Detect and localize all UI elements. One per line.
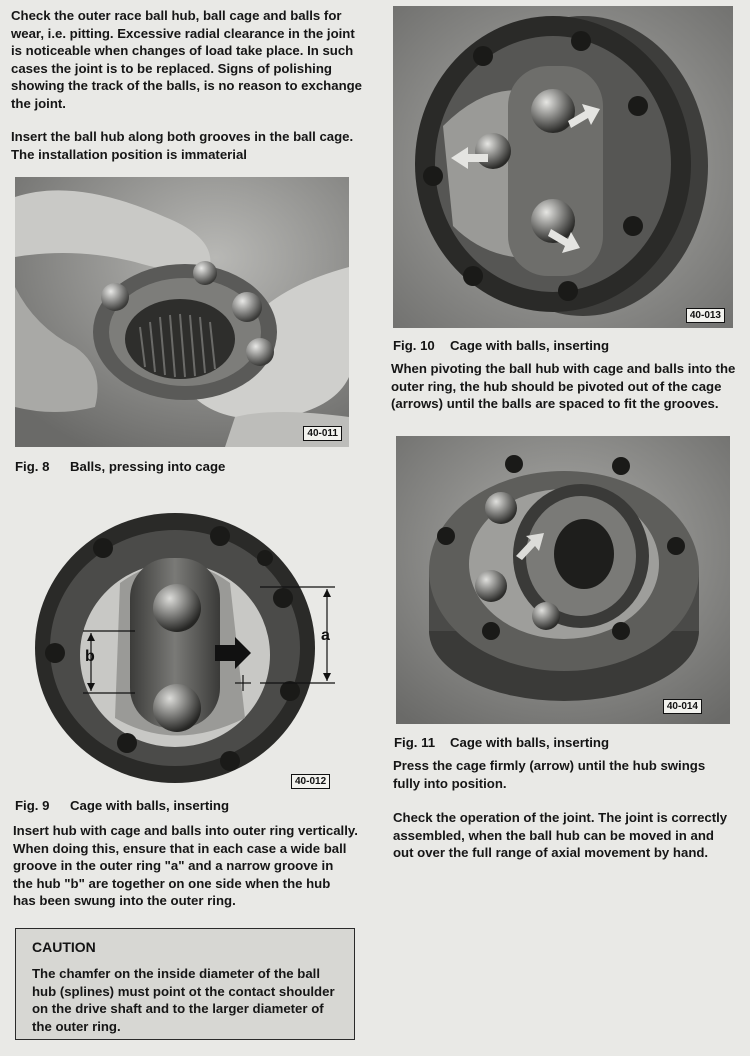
text-line: has been swung into the outer ring. bbox=[13, 893, 236, 909]
text-line: showing the track of the balls, is no reason to exchange bbox=[11, 78, 363, 94]
text-line: is noticeable when changes of load take place. In such bbox=[11, 43, 354, 59]
figure-title: Cage with balls, inserting bbox=[70, 798, 230, 813]
figure-number: Fig. 10 bbox=[393, 338, 435, 353]
figure-title: Balls, pressing into cage bbox=[70, 459, 226, 474]
fig9-caption bbox=[15, 798, 229, 813]
text-line: Insert the ball hub along both grooves in the ball cage. bbox=[11, 129, 354, 144]
figure-number: Fig. 9 bbox=[15, 798, 50, 813]
figure-number: Fig. 11 bbox=[394, 735, 436, 750]
figure-title: Cage with balls, inserting bbox=[450, 735, 610, 750]
text-line: wear, i.e. pitting. Excessive radial clearance in the joint bbox=[11, 25, 355, 41]
fig9-paragraph bbox=[13, 822, 358, 910]
text-line: When doing this, ensure that in each case a wide ball bbox=[13, 840, 347, 856]
figure-tag: 40-012 bbox=[291, 774, 330, 789]
text-line: the outer ring. bbox=[32, 1018, 121, 1034]
intro-paragraph bbox=[11, 7, 362, 113]
text-line: Insert hub with cage and balls into outer ring vertically. bbox=[13, 823, 358, 838]
figure-tag: 40-013 bbox=[686, 308, 725, 323]
text-line: fully into position. bbox=[393, 775, 507, 791]
text-line: hub (splines) must point ot the contact shoulder bbox=[32, 983, 335, 999]
text-line: on the drive shaft and to the larger diameter of bbox=[32, 1001, 324, 1017]
fig11-photo bbox=[396, 436, 730, 724]
text-line: Press the cage firmly (arrow) until the hub swings bbox=[393, 758, 706, 773]
caution-title: CAUTION bbox=[32, 939, 96, 955]
figure-tag: 40-014 bbox=[663, 699, 702, 714]
fig8-caption bbox=[15, 459, 225, 474]
text-line: out over the full range of axial movement by hand. bbox=[393, 845, 709, 861]
text-line: cases the joint is to be replaced. Signs of polishing bbox=[11, 60, 332, 76]
label-b: b bbox=[85, 648, 95, 665]
text-line: groove in the outer ring "a" and a narrow groove in bbox=[13, 858, 334, 874]
fig10-photo bbox=[393, 6, 733, 328]
fig10-paragraph bbox=[391, 360, 735, 413]
caution-text bbox=[32, 965, 338, 1035]
text-line: Check the operation of the joint. The joint is correctly bbox=[393, 810, 728, 825]
text-line: (arrows) until the balls are spaced to fit the grooves. bbox=[391, 396, 719, 412]
figure-number: Fig. 8 bbox=[15, 459, 50, 474]
text-line: assembled, when the ball hub can be moved in and bbox=[393, 827, 714, 843]
figure-title: Cage with balls, inserting bbox=[450, 338, 610, 353]
text-line: When pivoting the ball hub with cage and balls into the bbox=[391, 361, 736, 376]
text-line: The chamfer on the inside diameter of the ball bbox=[32, 966, 320, 981]
fig10-caption bbox=[393, 338, 609, 353]
caution-box bbox=[15, 928, 355, 1040]
figure-tag: 40-011 bbox=[303, 426, 342, 441]
insert-hub-paragraph bbox=[11, 128, 353, 163]
fig9-photo bbox=[15, 503, 355, 791]
text-line: The installation position is immaterial bbox=[11, 146, 247, 162]
fig8-photo bbox=[15, 177, 349, 447]
label-a: a bbox=[321, 627, 330, 644]
text-line: Check the outer race ball hub, ball cage and balls for bbox=[11, 8, 342, 23]
text-line: the hub "b" are together on one side when the hub bbox=[13, 875, 331, 891]
text-line: the joint. bbox=[11, 95, 66, 111]
check-operation-paragraph bbox=[393, 809, 727, 862]
fig11-caption bbox=[394, 735, 609, 750]
text-line: outer ring, the hub should be pivoted out of the cage bbox=[391, 378, 722, 394]
fig11-paragraph bbox=[393, 757, 705, 792]
